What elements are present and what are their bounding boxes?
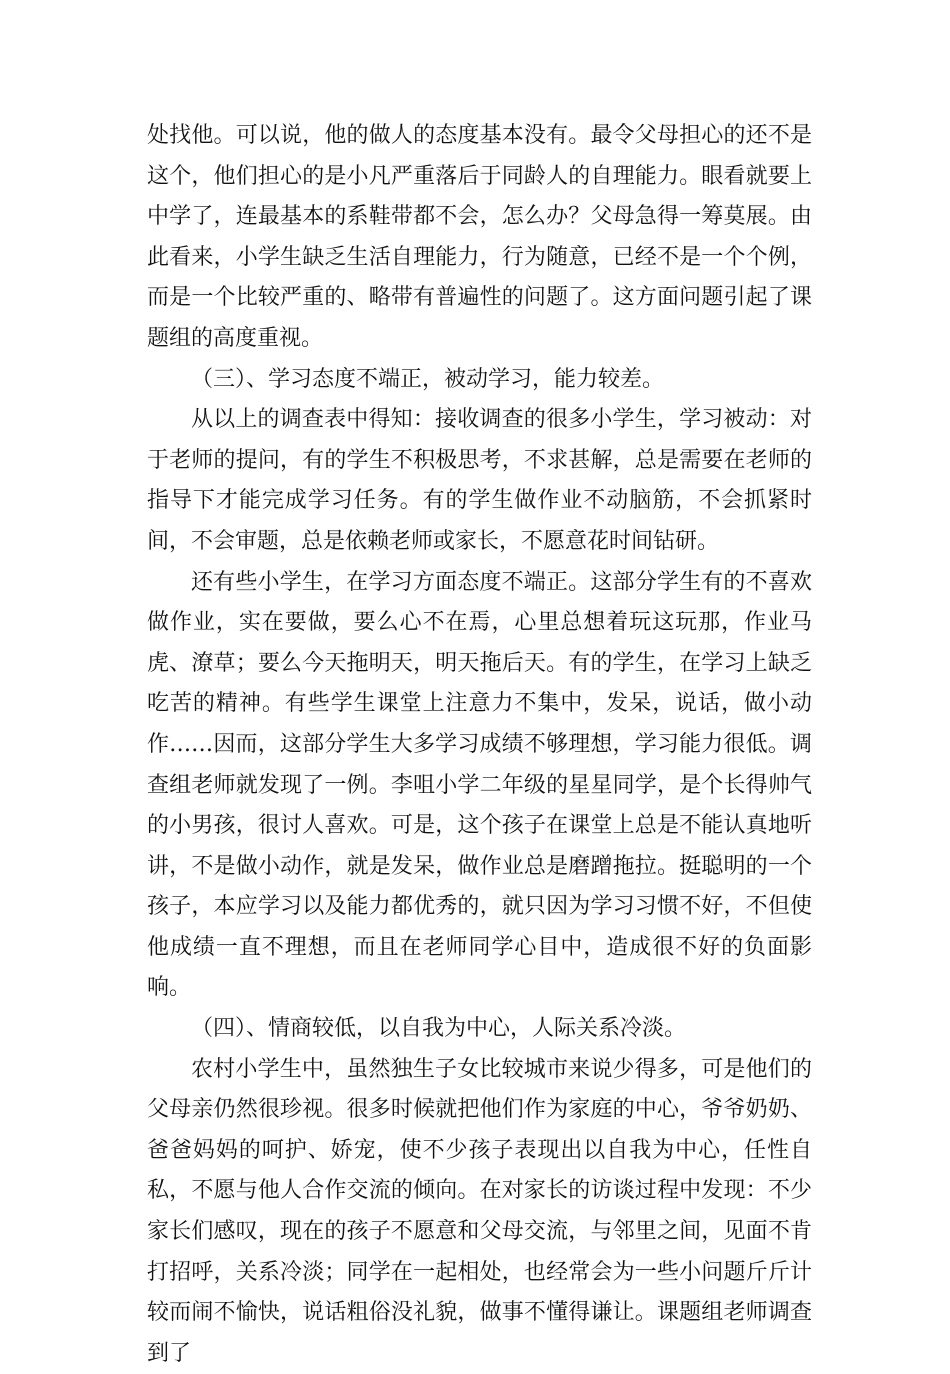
- paragraph-learning-passive: 从以上的调查表中得知：接收调查的很多小学生，学习被动：对于老师的提问，有的学生不积极思考，不求甚解，总是需要在老师的指导下才能完成学习任务。有的学生做作业不动脑筋，不会抓紧时间，不会审题，总是依赖老师或家长，不愿意花时间钻研。: [147, 407, 812, 554]
- paragraph-learning-attitude: 还有些小学生，在学习方面态度不端正。这部分学生有的不喜欢做作业，实在要做，要么心不在焉，心里总想着玩这玩那，作业马虎、潦草；要么今天拖明天，明天拖后天。有的学生，在学习上缺乏吃苦的精神。有些学生课堂上注意力不集中，发呆，说话，做小动作……因而，这部分学生大多学习成绩不够理想，学习能力很低。调查组老师就发现了一例。李咀小学二年级的星星同学，是个长得帅气的小男孩，很讨人喜欢。可是，这个孩子在课堂上总是不能认真地听讲，不是做小动作，就是发呆，做作业总是磨蹭拖拉。挺聪明的一个孩子，本应学习以及能力都优秀的，就只因为学习习惯不好，不但使他成绩一直不理想，而且在老师同学心目中，造成很不好的负面影响。: [147, 569, 812, 1001]
- paragraph-emotional-intelligence: 农村小学生中，虽然独生子女比较城市来说少得多，可是他们的父母亲仍然很珍视。很多时候就把他们作为家庭的中心，爷爷奶奶、爸爸妈妈的呵护、娇宠，使不少孩子表现出以自我为中心，任性自私，不愿与他人合作交流的倾向。在对家长的访谈过程中发现：不少家长们感叹，现在的孩子不愿意和父母交流，与邻里之间，见面不肯打招呼，关系冷淡；同学在一起相处，也经常会为一些小问题斤斤计较而闹不愉快，说话粗俗没礼貌，做事不懂得谦让。课题组老师调查到了: [147, 1056, 812, 1366]
- document-page: [147, 116, 812, 1374]
- paragraph-continuation: 处找他。可以说，他的做人的态度基本没有。最令父母担心的还不是这个，他们担心的是小凡严重落后于同龄人的自理能力。眼看就要上中学了，连最基本的系鞋带都不会，怎么办？父母急得一筹莫展。由此看来，小学生缺乏生活自理能力，行为随意，已经不是一个个例，而是一个比较严重的、略带有普遍性的问题了。这方面问题引起了课题组的高度重视。: [147, 123, 812, 351]
- section-heading-three: （三）、学习态度不端正，被动学习，能力较差。: [191, 366, 665, 392]
- section-heading-four: （四）、情商较低，以自我为中心，人际关系冷淡。: [191, 1016, 687, 1042]
